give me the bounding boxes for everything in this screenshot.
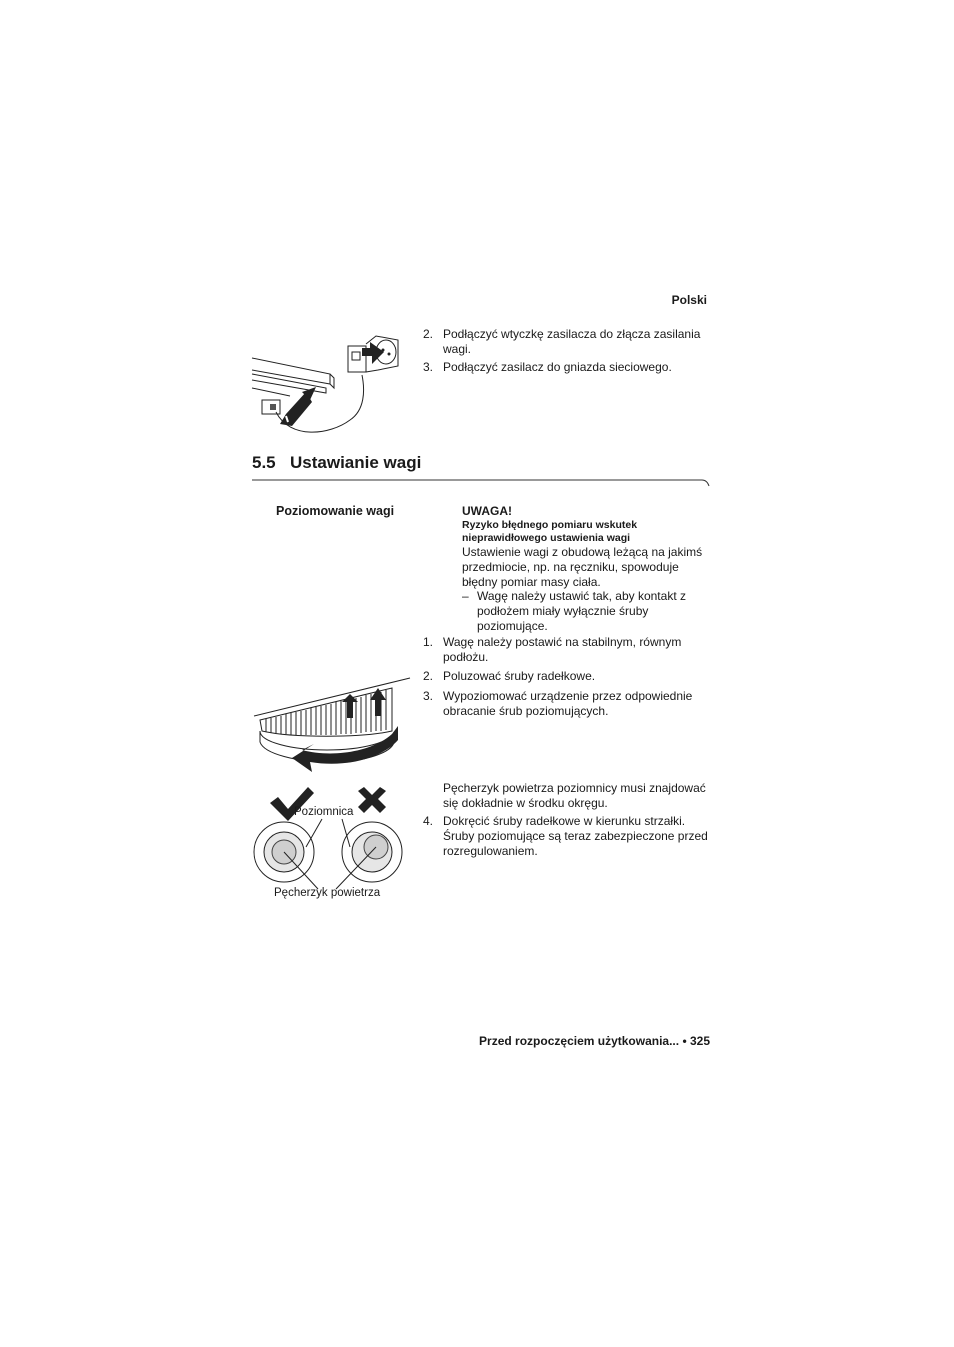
step-3-connect-adapter [423, 360, 708, 375]
step-2-connect-plug [423, 327, 708, 357]
warning-title: UWAGA! [462, 504, 512, 518]
step-text: Podłączyć zasilacz do gniazda sieciowego. [443, 360, 672, 374]
cross-icon [358, 787, 386, 813]
step-number: 4. [423, 814, 434, 828]
section-number: 5.5 [252, 453, 276, 472]
step-number: 3. [423, 360, 434, 374]
step-text: Wagę należy postawić na stabilnym, równym podłożu. [443, 635, 682, 664]
bubble-label: Pęcherzyk powietrza [274, 887, 381, 899]
instruction-text: Wagę należy ustawić tak, aby kontakt z podłożem miały wyłącznie śruby poziomujące. [477, 589, 686, 633]
bubble-note: Pęcherzyk powietrza poziomnicy musi znajdować się dokładnie w środku okręgu. [443, 781, 706, 810]
warning-body: Ustawienie wagi z obudową leżącą na jakimś przedmiocie, np. na ręczniku, spowoduje błędny pomiar masy ciała. [462, 545, 703, 589]
warning-subtitle: Ryzyko błędnego pomiaru wskutek nieprawidłowego ustawienia wagi [462, 519, 638, 544]
step-1-place-scale [423, 635, 708, 665]
section-heading [252, 453, 421, 473]
step-2-loosen-screws [423, 669, 708, 684]
step-3-level-device [423, 689, 708, 719]
dash-bullet: – [462, 589, 469, 603]
subsection-title: Poziomowanie wagi [276, 504, 395, 518]
language-label: Polski [671, 293, 707, 307]
step-number: 2. [423, 669, 434, 683]
page-footer: Przed rozpoczęciem użytkowania... • 325 [479, 1034, 710, 1048]
section-title: Ustawianie wagi [290, 453, 422, 472]
power-adapter-illustration [250, 330, 410, 440]
step-text: Wypoziomować urządzenie przez odpowiednie obracanie śrub poziomujących. [443, 689, 693, 718]
level-label: Poziomnica [294, 806, 354, 818]
step-text: Dokręcić śruby radełkowe w kierunku strzałki. [443, 814, 686, 828]
step-4-tighten-screws [423, 814, 708, 859]
section-rule [252, 477, 712, 491]
step-followup: Śruby poziomujące są teraz zabezpieczone przed rozregulowaniem. [443, 829, 708, 858]
step-number: 2. [423, 327, 434, 341]
step-number: 1. [423, 635, 434, 649]
step-text: Podłączyć wtyczkę zasilacza do złącza zasilania wagi. [443, 327, 701, 356]
leveling-foot-illustration [252, 676, 412, 776]
warning-instruction [462, 589, 707, 634]
step-number: 3. [423, 689, 434, 703]
step-text: Poluzować śruby radełkowe. [443, 669, 596, 683]
